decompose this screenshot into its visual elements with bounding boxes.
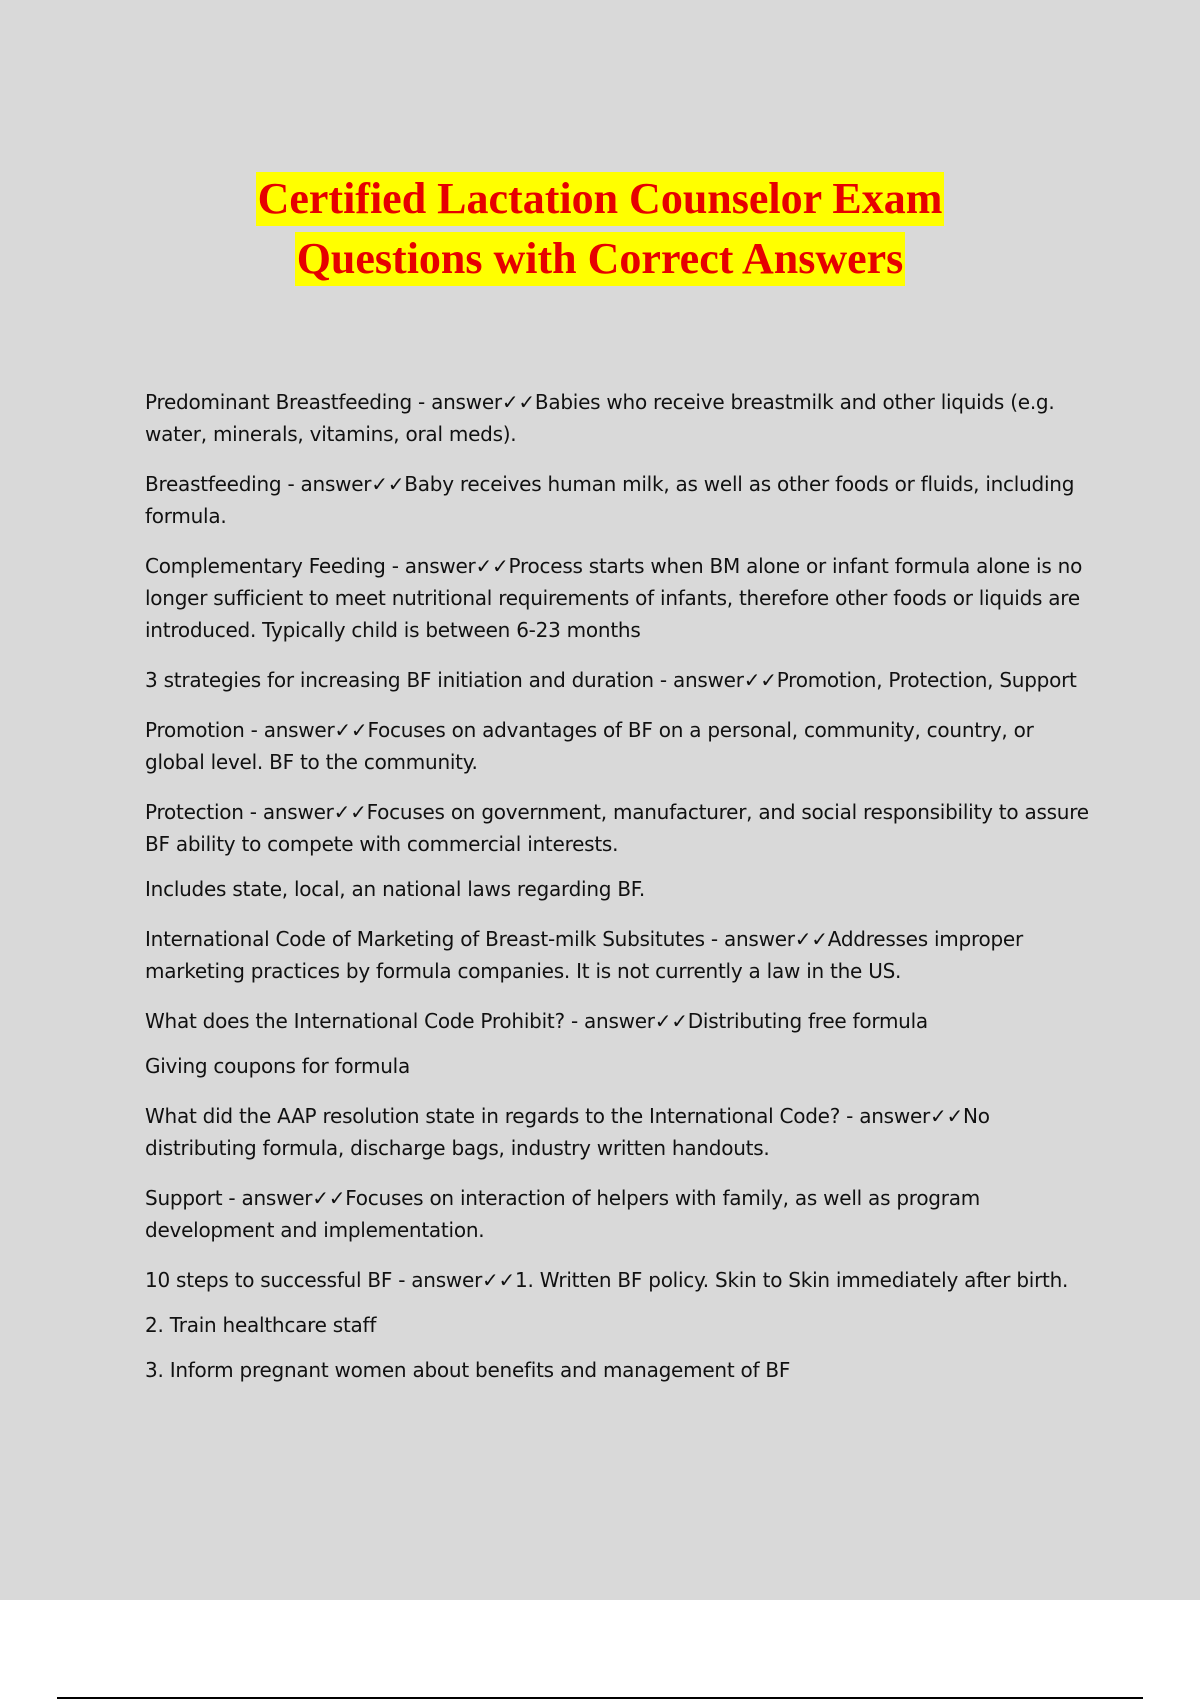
qa-item: 10 steps to successful BF - answer✓✓1. Written BF policy. Skin to Skin immediately after birth. [145, 1268, 1069, 1292]
title-line-1: Certified Lactation Counselor Exam [256, 172, 945, 226]
title-line-2: Questions with Correct Answers [295, 232, 906, 286]
qa-item: Includes state, local, an national laws regarding BF. [145, 877, 645, 901]
qa-item: 2. Train healthcare staff [145, 1313, 377, 1337]
qa-item: What did the AAP resolution state in regards to the International Code? - answer✓✓No distributing formula, discharge bags, industry written handouts. [145, 1104, 990, 1160]
qa-item: Complementary Feeding - answer✓✓Process starts when BM alone or infant formula alone is no longer sufficient to meet nutritional requirements of infants, therefore other foods or liquids are introduced. Typically child is between 6-23 months [145, 554, 1083, 642]
qa-item: What does the International Code Prohibit? - answer✓✓Distributing free formula [145, 1009, 928, 1033]
page-bottom-rule [57, 1697, 1143, 1699]
qa-item: Giving coupons for formula [145, 1054, 410, 1078]
qa-item: Predominant Breastfeeding - answer✓✓Babies who receive breastmilk and other liquids (e.g. water, minerals, vitamins, oral meds). [145, 390, 1055, 446]
question-answer-list [145, 386, 1095, 1404]
qa-item: Promotion - answer✓✓Focuses on advantages of BF on a personal, community, country, or global level. BF to the community. [145, 718, 1034, 774]
qa-item: 3 strategies for increasing BF initiation and duration - answer✓✓Promotion, Protection, Support [145, 668, 1077, 692]
qa-item: Protection - answer✓✓Focuses on government, manufacturer, and social responsibility to assure BF ability to compete with commercial interests. [145, 800, 1089, 856]
qa-item: International Code of Marketing of Breast-milk Subsitutes - answer✓✓Addresses improper marketing practices by formula companies. It is not currently a law in the US. [145, 927, 1023, 983]
qa-item: 3. Inform pregnant women about benefits and management of BF [145, 1358, 791, 1382]
qa-item: Support - answer✓✓Focuses on interaction of helpers with family, as well as program development and implementation. [145, 1186, 980, 1242]
document-title [0, 172, 1200, 286]
qa-item: Breastfeeding - answer✓✓Baby receives human milk, as well as other foods or fluids, including formula. [145, 472, 1075, 528]
